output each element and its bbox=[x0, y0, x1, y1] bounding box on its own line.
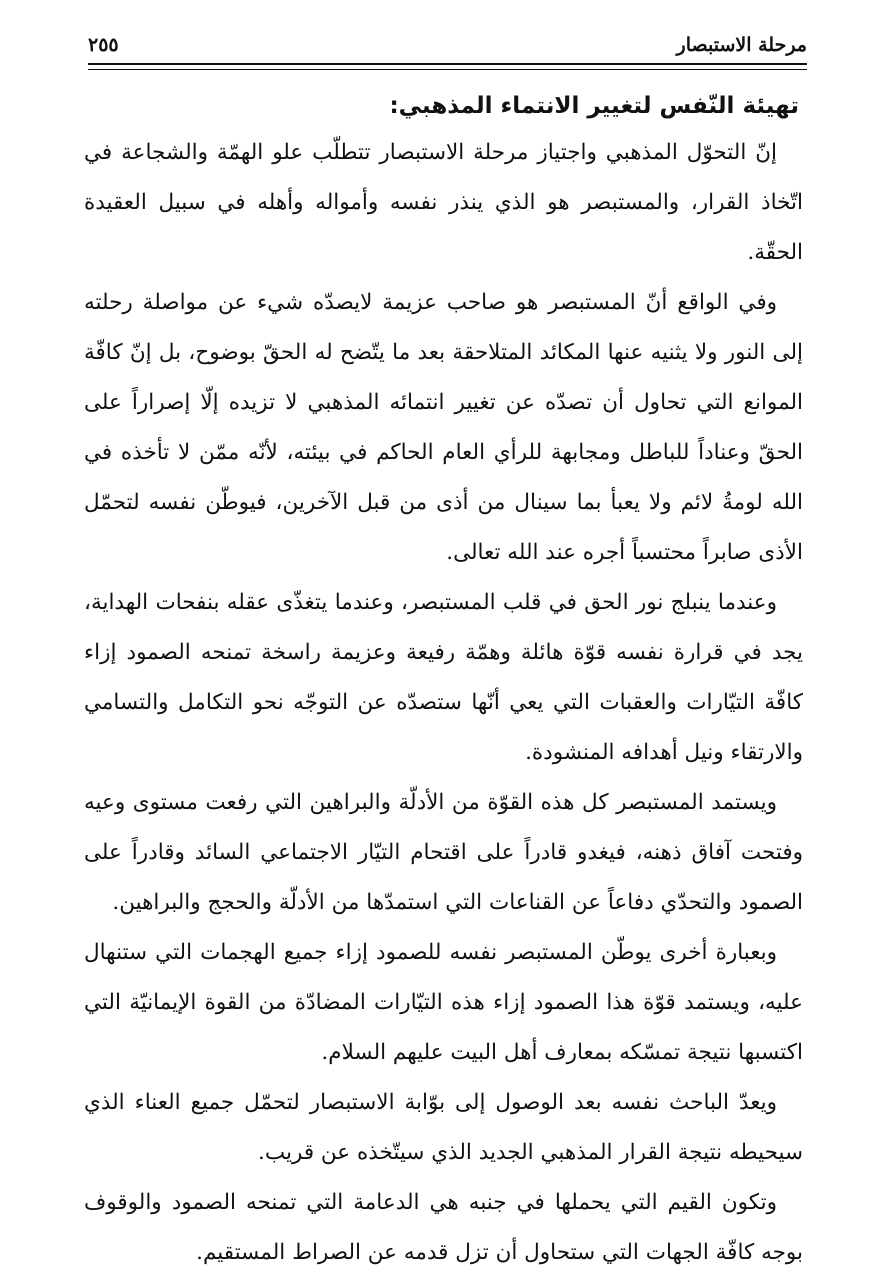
body-paragraph: وبعبارة أخرى يوطّن المستبصر نفسه للصمود إزاء جميع الهجمات التي ستنهال عليه، ويستمد قوّة هذا الصمود إزاء هذه التيّارات المضادّة من القوة الإيمانيّة التي اكتسبها نتيجة تمسّكه بمعارف أهل البيت عليهم السلام. bbox=[84, 940, 803, 1065]
page-body bbox=[84, 88, 803, 1278]
running-header bbox=[88, 34, 807, 62]
body-paragraph: ويعدّ الباحث نفسه بعد الوصول إلى بوّابة الاستبصار لتحمّل جميع العناء الذي سيحيطه نتيجة القرار المذهبي الجديد الذي سيتّخذه عن قريب. bbox=[84, 1090, 803, 1165]
page-number: ٢٥٥ bbox=[88, 34, 119, 56]
running-title: مرحلة الاستبصار bbox=[676, 34, 807, 56]
body-paragraph: وتكون القيم التي يحملها في جنبه هي الدعامة التي تمنحه الصمود والوقوف بوجه كافّة الجهات التي ستحاول أن تزل قدمه عن الصراط المستقيم. bbox=[84, 1190, 803, 1265]
body-paragraph: ويستمد المستبصر كل هذه القوّة من الأدلّة والبراهين التي رفعت مستوى وعيه وفتحت آفاق ذهنه، فيغدو قادراً على اقتحام التيّار الاجتماعي السائد وقادراً على الصمود والتحدّي دفاعاً عن القناعات التي استمدّها من الأدلّة والحجج والبراهين. bbox=[84, 790, 803, 915]
section-heading: تهيئة النّفس لتغيير الانتماء المذهبي: bbox=[389, 93, 799, 119]
body-paragraph: وفي الواقع أنّ المستبصر هو صاحب عزيمة لايصدّه شيء عن مواصلة رحلته إلى النور ولا يثنيه عنها المكائد المتلاحقة بعد ما يتّضح له الحقّ بوضوح، بل إنّ كافّة الموانع التي تحاول أن تصدّه عن تغيير انتمائه المذهبي لا تزيده إلّا إصراراً على الحقّ وعناداً للباطل ومجابهة للرأي العام الحاكم في بيئته، لأنّه ممّن لا تأخذه في الله لومةُ لائم ولا يعبأ بما سينال من أذى من قبل الآخرين، فيوطّن نفسه لتحمّل الأذى صابراً محتسباً أجره عند الله تعالى. bbox=[84, 290, 803, 565]
body-paragraph: وعندما ينبلج نور الحق في قلب المستبصر، وعندما يتغذّى عقله بنفحات الهداية، يجد في قرارة نفسه قوّة هائلة وهمّة رفيعة وعزيمة راسخة تمنحه الصمود إزاء كافّة التيّارات والعقبات التي يعي أنّها ستصدّه عن التوجّه نحو التكامل والتسامي والارتقاء ونيل أهدافه المنشودة. bbox=[84, 590, 803, 765]
header-rule-thin bbox=[88, 69, 807, 70]
body-paragraph: إنّ التحوّل المذهبي واجتياز مرحلة الاستبصار تتطلّب علو الهمّة والشجاعة في اتّخاذ القرار، والمستبصر هو الذي ينذر نفسه وأمواله وأهله في سبيل العقيدة الحقّة. bbox=[84, 140, 803, 265]
header-rule-thick bbox=[88, 63, 807, 65]
